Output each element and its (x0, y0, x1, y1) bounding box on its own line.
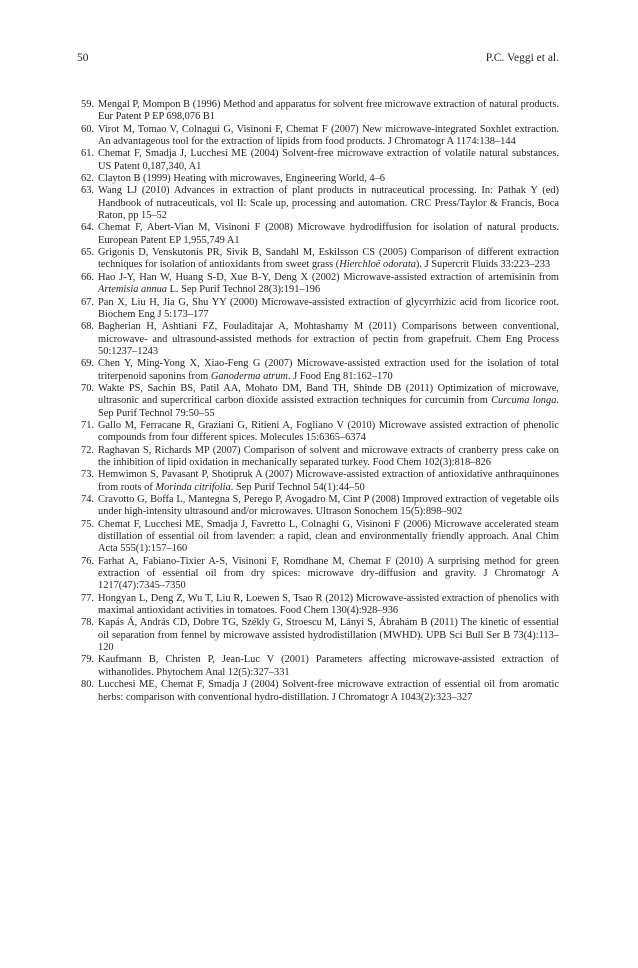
reference-number: 59. (81, 99, 94, 110)
reference-number: 67. (81, 296, 94, 308)
reference-text-segment: Cravotto G, Boffa L, Mantegna S, Perego P, Avogadro M, Cint P (2008) Improved extraction of vegetable oils under high-intensity ultrasound and/or microwaves. Ultrason Sonochem 15(5):898–902 (98, 494, 559, 518)
reference-text (98, 148, 559, 173)
reference-item (77, 445, 559, 470)
reference-text-segment: Hemwimon S, Pavasant P, Shotipruk A (2007) Microwave-assisted extraction of antioxidative anthraquinones from roots of (98, 469, 559, 493)
reference-text-segment: Wang LJ (2010) Advances in extraction of plant products in nutraceutical processing. In: Pathak Y (ed) Handbook of nutraceuticals, vol II: Scale up, processing and automation. CRC Press/Taylor & Francis, Boca Raton, pp 15–52 (98, 185, 559, 222)
italic-species-name: Ganoderma atrum (210, 370, 288, 382)
reference-number: 76. (81, 555, 94, 567)
reference-text (98, 185, 559, 222)
reference-item (77, 297, 559, 322)
reference-text (98, 679, 559, 704)
reference-text-segment: . Sep Purif Technol 79:50–55 (98, 395, 559, 419)
reference-item (77, 321, 559, 358)
reference-text-segment: Pan X, Liu H, Jia G, Shu YY (2000) Microwave-assisted extraction of glycyrrhizic acid from licorice root. Biochem Eng J 5:173–177 (98, 296, 559, 320)
reference-text (98, 445, 559, 470)
italic-species-name: Hierchloë odorata (339, 259, 416, 271)
reference-number: 73. (81, 469, 94, 481)
reference-text-segment: Wakte PS, Sachin BS, Patil AA, Mohato DM, Band TH, Shinde DB (2011) Optimization of microwave, ultrasonic and supercritical carbon dioxide assisted extraction techniques for curcumin from (98, 382, 559, 407)
reference-item (77, 420, 559, 445)
reference-item (77, 247, 559, 272)
reference-number: 70. (81, 382, 94, 394)
reference-text-segment: ). J Supercrit Fluids 33:223–233 (415, 259, 551, 271)
reference-text (98, 494, 559, 519)
reference-number: 77. (81, 592, 94, 604)
reference-item (77, 222, 559, 247)
reference-text-segment: Hongyan L, Deng Z, Wu T, Liu R, Loewen S, Tsao R (2012) Microwave-assisted extraction of phenolics with maximal antioxidant activities in tomatoes. Food Chem 130(4):928–936 (98, 592, 559, 617)
reference-item (77, 593, 559, 618)
reference-number: 69. (81, 358, 94, 370)
reference-text (98, 469, 559, 494)
reference-item (77, 679, 559, 704)
reference-item (77, 494, 559, 519)
reference-text-segment: Farhat A, Fabiano-Tixier A-S, Visinoni F, Romdhane M, Chemat F (2010) A surprising method for green extraction of essential oil from dry spices: microwave dry-diffusion and gravity. J Chromatogr A 1217(47):7345–7350 (98, 555, 559, 592)
reference-text (98, 654, 559, 679)
reference-item (77, 272, 559, 297)
running-head: P.C. Veggi et al. (485, 52, 559, 64)
reference-text (98, 556, 559, 593)
reference-text (98, 358, 559, 383)
reference-number: 78. (81, 617, 94, 629)
reference-text-segment: . Sep Purif Technol 54(1):44–50 (230, 481, 365, 493)
reference-number: 64. (81, 222, 94, 234)
reference-text-segment: Lucchesi ME, Chemat F, Smadja J (2004) Solvent-free microwave extraction of essential oil from aromatic herbs: comparison with conventional hydro-distillation. J Chromatogr A 1043(2):323–327 (98, 679, 559, 703)
reference-number: 79. (81, 654, 94, 666)
reference-text (98, 593, 559, 618)
reference-text (98, 222, 559, 247)
reference-item (77, 654, 559, 679)
reference-number: 66. (81, 271, 94, 283)
reference-text (98, 297, 559, 322)
reference-list (77, 99, 559, 704)
reference-number: 63. (81, 185, 94, 197)
reference-text (98, 272, 559, 297)
reference-text (98, 519, 559, 556)
reference-text-segment: Grigonis D, Venskutonis PR, Sivik B, Sandahl M, Eskilsson CS (2005) Comparison of different extraction techniques for isolation of antioxidants from sweet grass ( (98, 247, 559, 271)
reference-text-segment: Clayton B (1999) Heating with microwaves, Engineering World, 4–6 (98, 173, 385, 185)
reference-number: 68. (81, 321, 94, 333)
reference-text-segment: . J Food Eng 81:162–170 (287, 370, 393, 382)
reference-text (98, 617, 559, 654)
reference-text (98, 173, 559, 185)
reference-text-segment: Raghavan S, Richards MP (2007) Comparison of solvent and microwave extracts of cranberry press cake on the inhibition of lipid oxidation in mechanically separated turkey. Food Chem 102(3):818–826 (98, 444, 559, 468)
reference-text-segment: Chemat F, Lucchesi ME, Smadja J, Favretto L, Colnaghi G, Visinoni F (2006) Microwave accelerated steam distillation of essential oil from lavender: a rapid, clean and environmentally friendly approach. Anal Chim Acta 555(1):157–160 (98, 518, 559, 555)
reference-text (98, 124, 559, 149)
reference-item (77, 148, 559, 173)
reference-text-segment: Chen Y, Ming-Yong X, Xiao-Feng G (2007) Microwave-assisted extraction used for the isolation of total triterpenoid saponins from (98, 358, 559, 382)
reference-item (77, 617, 559, 654)
reference-number: 62. (81, 173, 94, 185)
reference-number: 65. (81, 247, 94, 259)
reference-item (77, 99, 559, 124)
italic-species-name: Morinda citrifolia (155, 481, 231, 493)
reference-text-segment: Bagherian H, Ashtiani FZ, Fouladitajar A, Mohtashamy M (2011) Comparisons between conventional, microwave- and ultrasound-assisted methods for extraction of pectin from grapefruit. Chem Eng Process 50:1237–1243 (98, 321, 559, 357)
reference-item (77, 519, 559, 556)
reference-text-segment: Chemat F, Abert-Vian M, Visinoni F (2008) Microwave hydrodiffusion for isolation of natural products. European Patent EP 1,955,749 A1 (98, 222, 559, 246)
reference-text-segment: Gallo M, Ferracane R, Graziani G, Ritieni A, Fogliano V (2010) Microwave assisted extraction of phenolic compounds from four different spices. Molecules 15:6365–6374 (98, 419, 559, 444)
reference-number: 75. (81, 518, 94, 530)
reference-item (77, 358, 559, 383)
page-header (77, 52, 559, 68)
reference-item (77, 124, 559, 149)
reference-number: 71. (81, 419, 94, 431)
reference-text (98, 99, 559, 124)
reference-text (98, 247, 559, 272)
reference-number: 72. (81, 444, 94, 456)
reference-item (77, 469, 559, 494)
reference-item (77, 185, 559, 222)
reference-number: 80. (81, 679, 94, 691)
reference-text (98, 383, 559, 420)
reference-text-segment: Mengal P, Mompon B (1996) Method and apparatus for solvent free microwave extraction of natural products. Eur Patent P EP 698,076 B1 (98, 99, 559, 123)
reference-item (77, 556, 559, 593)
reference-text-segment: L. Sep Purif Technol 28(3):191–196 (166, 284, 321, 296)
reference-text-segment: Kapás Á, András CD, Dobre TG, Székly G, Stroescu M, Lányi S, Ábrahám B (2011) The kinetic of essential oil separation from fennel by microwave assisted hydrodistillation (MWHD). UPB Sci Bull Ser B 73(4):113–120 (98, 617, 559, 654)
reference-number: 61. (81, 148, 94, 160)
reference-text-segment: Virot M, Tomao V, Colnagui G, Visinoni F, Chemat F (2007) New microwave-integrated Soxhlet extraction. An advantageous tool for the extraction of lipids from food products. J Chromatogr A 1174:138–144 (98, 123, 559, 148)
reference-number: 74. (81, 494, 94, 505)
reference-text-segment: Kaufmann B, Christen P, Jean-Luc V (2001) Parameters affecting microwave-assisted extraction of withanolides. Phytochem Anal 12(5):327–331 (98, 654, 559, 678)
reference-text-segment: Chemat F, Smadja J, Lucchesi ME (2004) Solvent-free microwave extraction of volatile natural substances. US Patent 0,187,340, A1 (98, 148, 559, 172)
reference-item (77, 383, 559, 420)
reference-text (98, 321, 559, 358)
page-number: 50 (77, 52, 89, 64)
reference-text (98, 420, 559, 445)
reference-text-segment: Hao J-Y, Han W, Huang S-D, Xue B-Y, Deng X (2002) Microwave-assisted extraction of artemisinin from (98, 271, 559, 283)
reference-item (77, 173, 559, 185)
reference-number: 60. (81, 123, 94, 135)
italic-species-name: Artemisia annua (98, 284, 167, 296)
italic-species-name: Curcuma longa (491, 395, 557, 407)
